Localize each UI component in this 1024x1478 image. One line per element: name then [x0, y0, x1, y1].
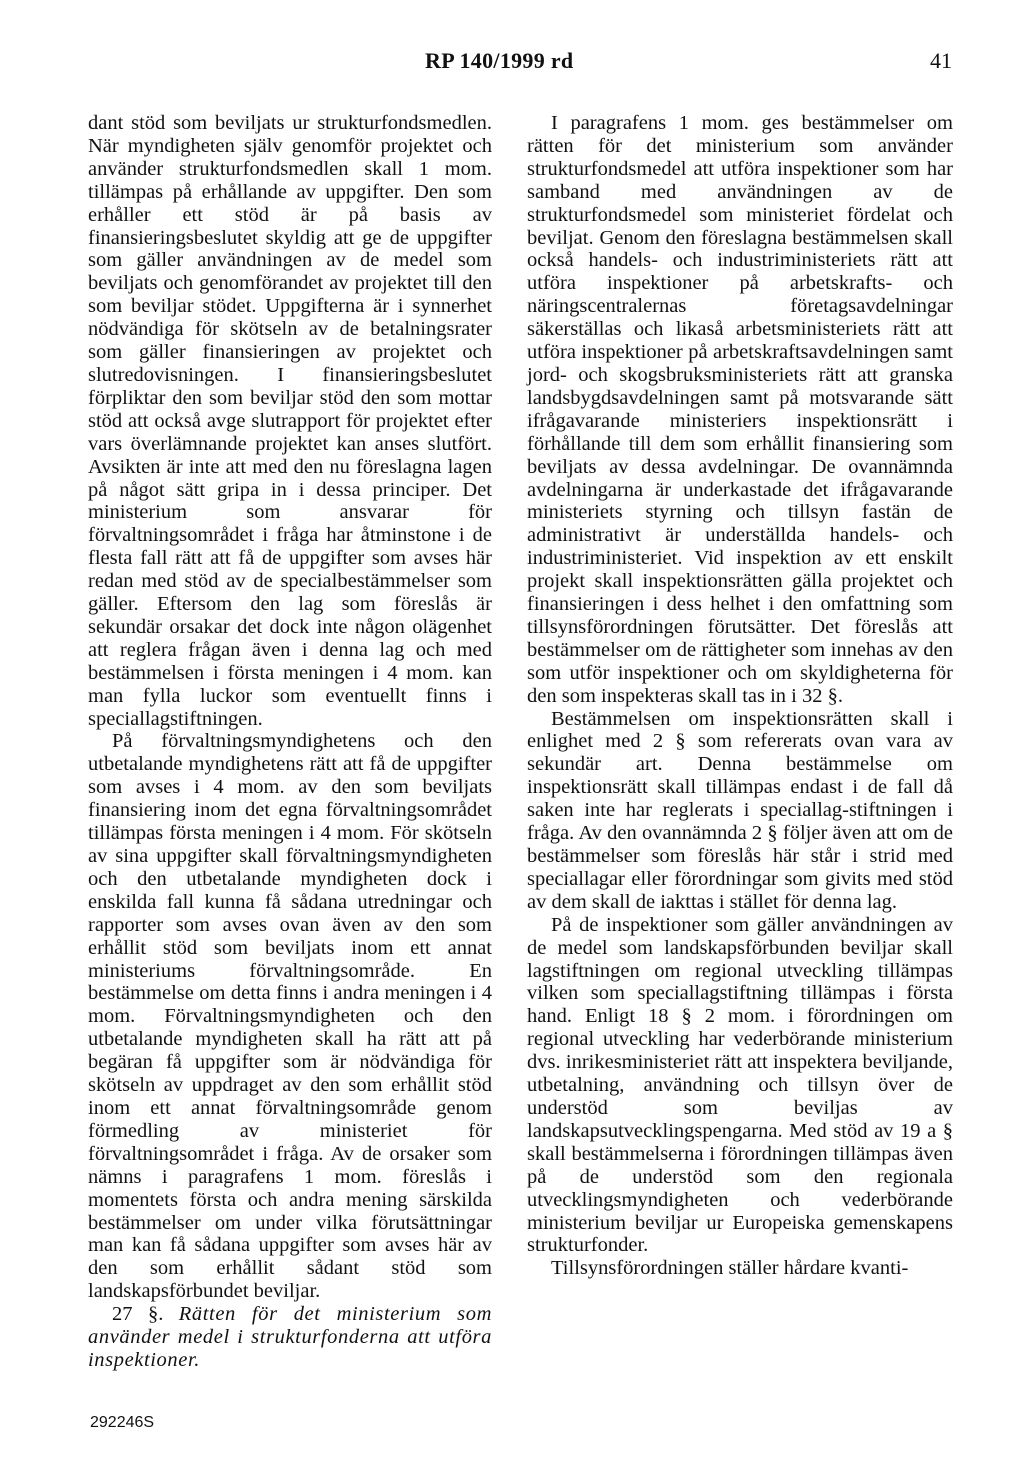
right-paragraph-3: På de inspektioner som gäller användningen av de medel som landskapsförbunden beviljar skall lagstiftningen om regional utveckling tillämpas vilken som speciallagstiftning tillämpas i första hand. Enligt 18 § 2 mom. i förordningen om regional utveckling har vederbörande ministerium dvs. inrikesministeriet rätt att inspektera beviljande, utbetalning, användning och tillsyn över de understöd som beviljas av landskapsutvecklingspengarna. Med stöd av 19 a § skall bestämmelserna i förordningen tillämpas även på de understöd som den regionala utvecklingsmyndigheten och vederbörande ministerium beviljar ur Europeiska gemenskapens strukturfonder. — [527, 913, 953, 1257]
section-heading-27 — [88, 1303, 492, 1372]
right-paragraph-4: Tillsynsförordningen ställer hårdare kvanti- — [551, 1257, 909, 1280]
right-paragraph-2: Bestämmelsen om inspektionsrätten skall i enlighet med 2 § som refererats ovan vara av sekundär art. Denna bestämmelse om inspektionsrätt skall tillämpas endast i de fall då saken inte har reglerats i speciallag-stiftningen i fråga. Av den ovannämnda 2 § följer även att om de bestämmelser som föreslås här står i strid med speciallagar eller förordningar som givits med stöd av dem skall de iakttas i stället för denna lag. — [527, 707, 953, 913]
print-code: 292246S — [90, 1414, 155, 1431]
document-reference: RP 140/1999 rd — [425, 48, 574, 73]
left-column — [88, 112, 492, 1372]
page-number: 41 — [930, 48, 952, 73]
section-number: 27 §. — [112, 1303, 164, 1326]
section-title: Rätten för det ministerium som använder medel i strukturfonderna att utföra inspektioner. — [88, 1303, 493, 1371]
left-paragraph-1: dant stöd som beviljats ur strukturfondsmedlen. När myndigheten själv genomför projektet och använder strukturfondsmedlen skall 1 mom. tillämpas på erhållande av uppgifter. Den som erhåller ett stöd är på basis av finansieringsbeslutet skyldig att ge de uppgifter som gäller användningen av de medel som beviljats och genomförandet av projektet till den som beviljar stödet. Uppgifterna är i synnerhet nödvändiga för skötseln av de betalningsrater som gäller finansieringen av projektet och slutredovisningen. I finansieringsbeslutet förpliktar den som beviljar stöd den som mottar stöd att också avge slutrapport för projektet efter vars överlämnande projektet kan anses slutfört. Avsikten är inte att med den nu föreslagna lagen på något sätt gripa in i dessa principer. Det ministerium som ansvarar för förvaltningsområdet i fråga har åtminstone i de flesta fall rätt att få de uppgifter som avses här redan med stöd av de specialbestämmelser som gäller. Eftersom den lag som föreslås är sekundär orsakar det dock inte någon olägenhet att reglera frågan även i denna lag och med bestämmelsen i första meningen i 4 mom. kan man fylla luckor som eventuellt finns i speciallagstiftningen. — [88, 112, 492, 730]
left-paragraph-2: På förvaltningsmyndighetens och den utbetalande myndighetens rätt att få de uppgifter som avses i 4 mom. av den som beviljats finansiering inom det egna förvaltningsområdet tillämpas första meningen i 4 mom. För skötseln av sina uppgifter skall förvaltningsmyndigheten och den utbetalande myndigheten dock i enskilda fall kunna få sådana utredningar och rapporter som avses ovan även av den som erhållit stöd som beviljats inom ett annat ministeriums förvaltningsområde. En bestämmelse om detta finns i andra meningen i 4 mom. Förvaltningsmyndigheten och den utbetalande myndigheten skall ha rätt att på begäran få uppgifter som är nödvändiga för skötseln av uppdraget av den som erhållit stöd inom ett annat förvaltningsområde genom förmedling av ministeriet för förvaltningsområdet i fråga. Av de orsaker som nämns i paragrafens 1 mom. föreslås i momentets första och andra mening särskilda bestämmelser om under vilka förutsättningar man kan få sådana uppgifter som avses här av den som erhållit sådant stöd som landskapsförbundet beviljar. — [88, 730, 492, 1303]
page-header — [0, 48, 1024, 78]
right-paragraph-1: I paragrafens 1 mom. ges bestämmelser om rätten för det ministerium som använder strukturfondsmedel att utföra inspektioner som har samband med användningen av de strukturfondsmedel som ministeriet fördelat och beviljat. Genom den föreslagna bestämmelsen skall också handels- och industriministeriets rätt att utföra inspektioner på arbetskrafts- och näringscentralernas företagsavdelningar säkerställas och likaså arbetsministeriets rätt att utföra inspektioner på arbetskraftsavdelningen samt jord- och skogsbruksministeriets rätt att granska landsbygdsavdelningen samt på motsvarande sätt ifrågavarande ministeriers inspektionsrätt i förhållande till dem som erhållit finansiering som beviljats av dessa avdelningar. De ovannämnda avdelningarna är underkastade det ifrågavarande ministeriets styrning och tillsyn fastän de administrativt är underställda handels- och industriministeriet. Vid inspektion av ett enskilt projekt skall inspektionsrätten gälla projektet och finansieringen i dess helhet i den omfattning som tillsynsförordningen förutsätter. Det föreslås att bestämmelser om de rättigheter som innehas av den som utför inspektioner och om skyldigheterna för den som inspekteras skall tas in i 32 §. — [527, 112, 953, 707]
right-column — [527, 112, 953, 1280]
